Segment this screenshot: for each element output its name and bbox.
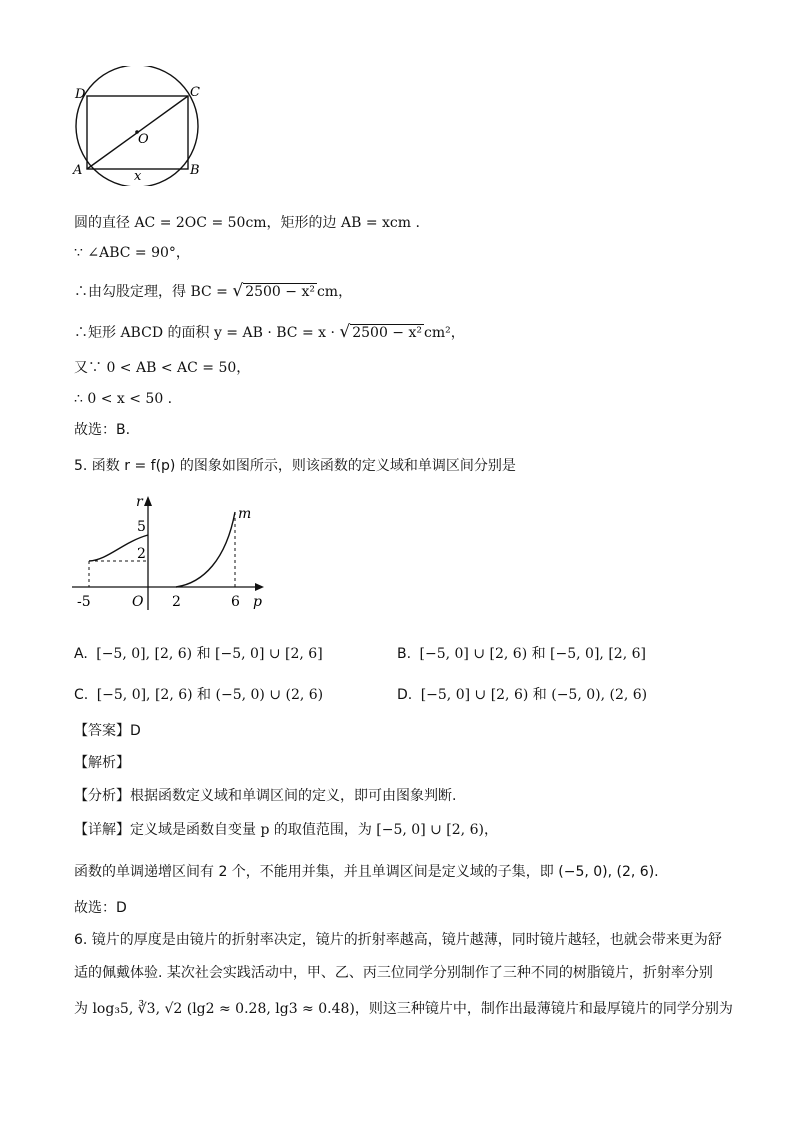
solution-line-4-prefix: ∴矩形 ABCD 的面积 y = AB · BC = x · (74, 325, 340, 341)
solution-line-4 (74, 322, 465, 343)
solution-line-1: 圆的直径 AC = 2OC = 50cm，矩形的边 AB = xcm . (74, 215, 420, 231)
option-b[interactable] (397, 644, 646, 664)
solution-line-5: 又∵ 0 < AB < AC = 50， (74, 360, 251, 376)
tick-5: 5 (137, 519, 146, 535)
label-d: D (75, 87, 86, 102)
option-a-letter: A. (74, 646, 88, 662)
label-p: p (253, 594, 262, 610)
question-5-stem: 5. 函数 r = f(p) 的图象如图所示，则该函数的定义域和单调区间分别是 (74, 458, 516, 474)
y-axis-arrow (144, 496, 152, 506)
tick-6: 6 (231, 594, 240, 610)
solution-line-6: ∴ 0 < x < 50 . (74, 391, 173, 407)
analysis-tag: 【解析】 (74, 755, 130, 771)
label-m: m (238, 506, 252, 522)
curve-right (176, 512, 235, 587)
option-d-letter: D. (397, 687, 413, 703)
option-d-text: [−5, 0] ∪ [2, 6) 和 (−5, 0), (2, 6) (420, 687, 648, 703)
circle-rectangle-figure (68, 66, 208, 186)
choice-line: 故选：D (74, 900, 127, 916)
option-b-text: [−5, 0] ∪ [2, 6) 和 [−5, 0], [2, 6] (419, 646, 646, 662)
tick-2: 2 (137, 546, 146, 562)
label-origin: O (132, 594, 144, 610)
label-a: A (73, 163, 83, 178)
sqrt-radicand: 2500 − x² (352, 325, 422, 341)
label-o: O (138, 132, 149, 147)
xiangjie-text: 定义域是函数自变量 p 的取值范围，为 [−5, 0] ∪ [2, 6)， (130, 822, 498, 838)
option-c-letter: C. (74, 687, 89, 703)
option-c-text: [−5, 0], [2, 6) 和 (−5, 0) ∪ (2, 6) (96, 687, 324, 703)
sqrt-radicand: 2500 − x² (245, 284, 315, 300)
option-a[interactable] (74, 644, 323, 664)
solution-line-7: 故选：B. (74, 422, 131, 438)
label-b: B (190, 163, 200, 178)
option-c[interactable] (74, 685, 323, 705)
solution-line-3-prefix: ∴由勾股定理，得 BC = (74, 284, 233, 300)
label-r: r (136, 494, 143, 510)
solution-line-3 (74, 281, 352, 302)
question-6-line-1: 6. 镜片的厚度是由镜片的折射率决定，镜片的折射率越高，镜片越薄，同时镜片越轻，也就会带来更为舒 (74, 932, 722, 948)
option-b-letter: B. (397, 646, 412, 662)
solution-line-4-suffix: cm²， (424, 325, 465, 341)
xiangjie-tag: 【详解】 (74, 822, 130, 838)
question-6-line-2: 适的佩戴体验. 某次社会实践活动中，甲、乙、丙三位同学分别制作了三种不同的树脂镜片，折射率分别 (74, 965, 713, 981)
x-axis-arrow (255, 583, 264, 591)
solution-line-3-suffix: cm， (316, 284, 353, 300)
label-c: C (190, 85, 200, 100)
fenxi-tag: 【分析】 (74, 788, 130, 804)
circle (76, 66, 198, 186)
sqrt-sign: √ (232, 281, 244, 301)
explain-line-2: 函数的单调递增区间有 2 个，不能用并集，并且单调区间是定义域的子集，即 (−5, 0), (2, 6). (74, 864, 659, 880)
tick-minus-5: -5 (77, 594, 91, 610)
label-x: x (134, 169, 142, 184)
function-graph (68, 490, 268, 615)
answer-line (74, 721, 141, 741)
answer-tag: 【答案】 (74, 723, 130, 739)
fenxi-line (74, 786, 456, 806)
option-d[interactable] (397, 685, 647, 705)
sqrt-sign: √ (339, 322, 351, 342)
option-a-text: [−5, 0], [2, 6) 和 [−5, 0] ∪ [2, 6] (96, 646, 323, 662)
solution-line-2: ∵ ∠ABC = 90°， (74, 245, 190, 261)
fenxi-text: 根据函数定义域和单调区间的定义，即可由图象判断. (130, 788, 457, 804)
tick-2-x: 2 (172, 594, 181, 610)
question-6-line-3: 为 log₃5, ∛3, √2 (lg2 ≈ 0.28, lg3 ≈ 0.48)，则这三种镜片中，制作出最薄镜片和最厚镜片的同学分别为 (74, 1001, 733, 1017)
xiangjie-line (74, 820, 498, 840)
answer-value: D (130, 723, 141, 739)
